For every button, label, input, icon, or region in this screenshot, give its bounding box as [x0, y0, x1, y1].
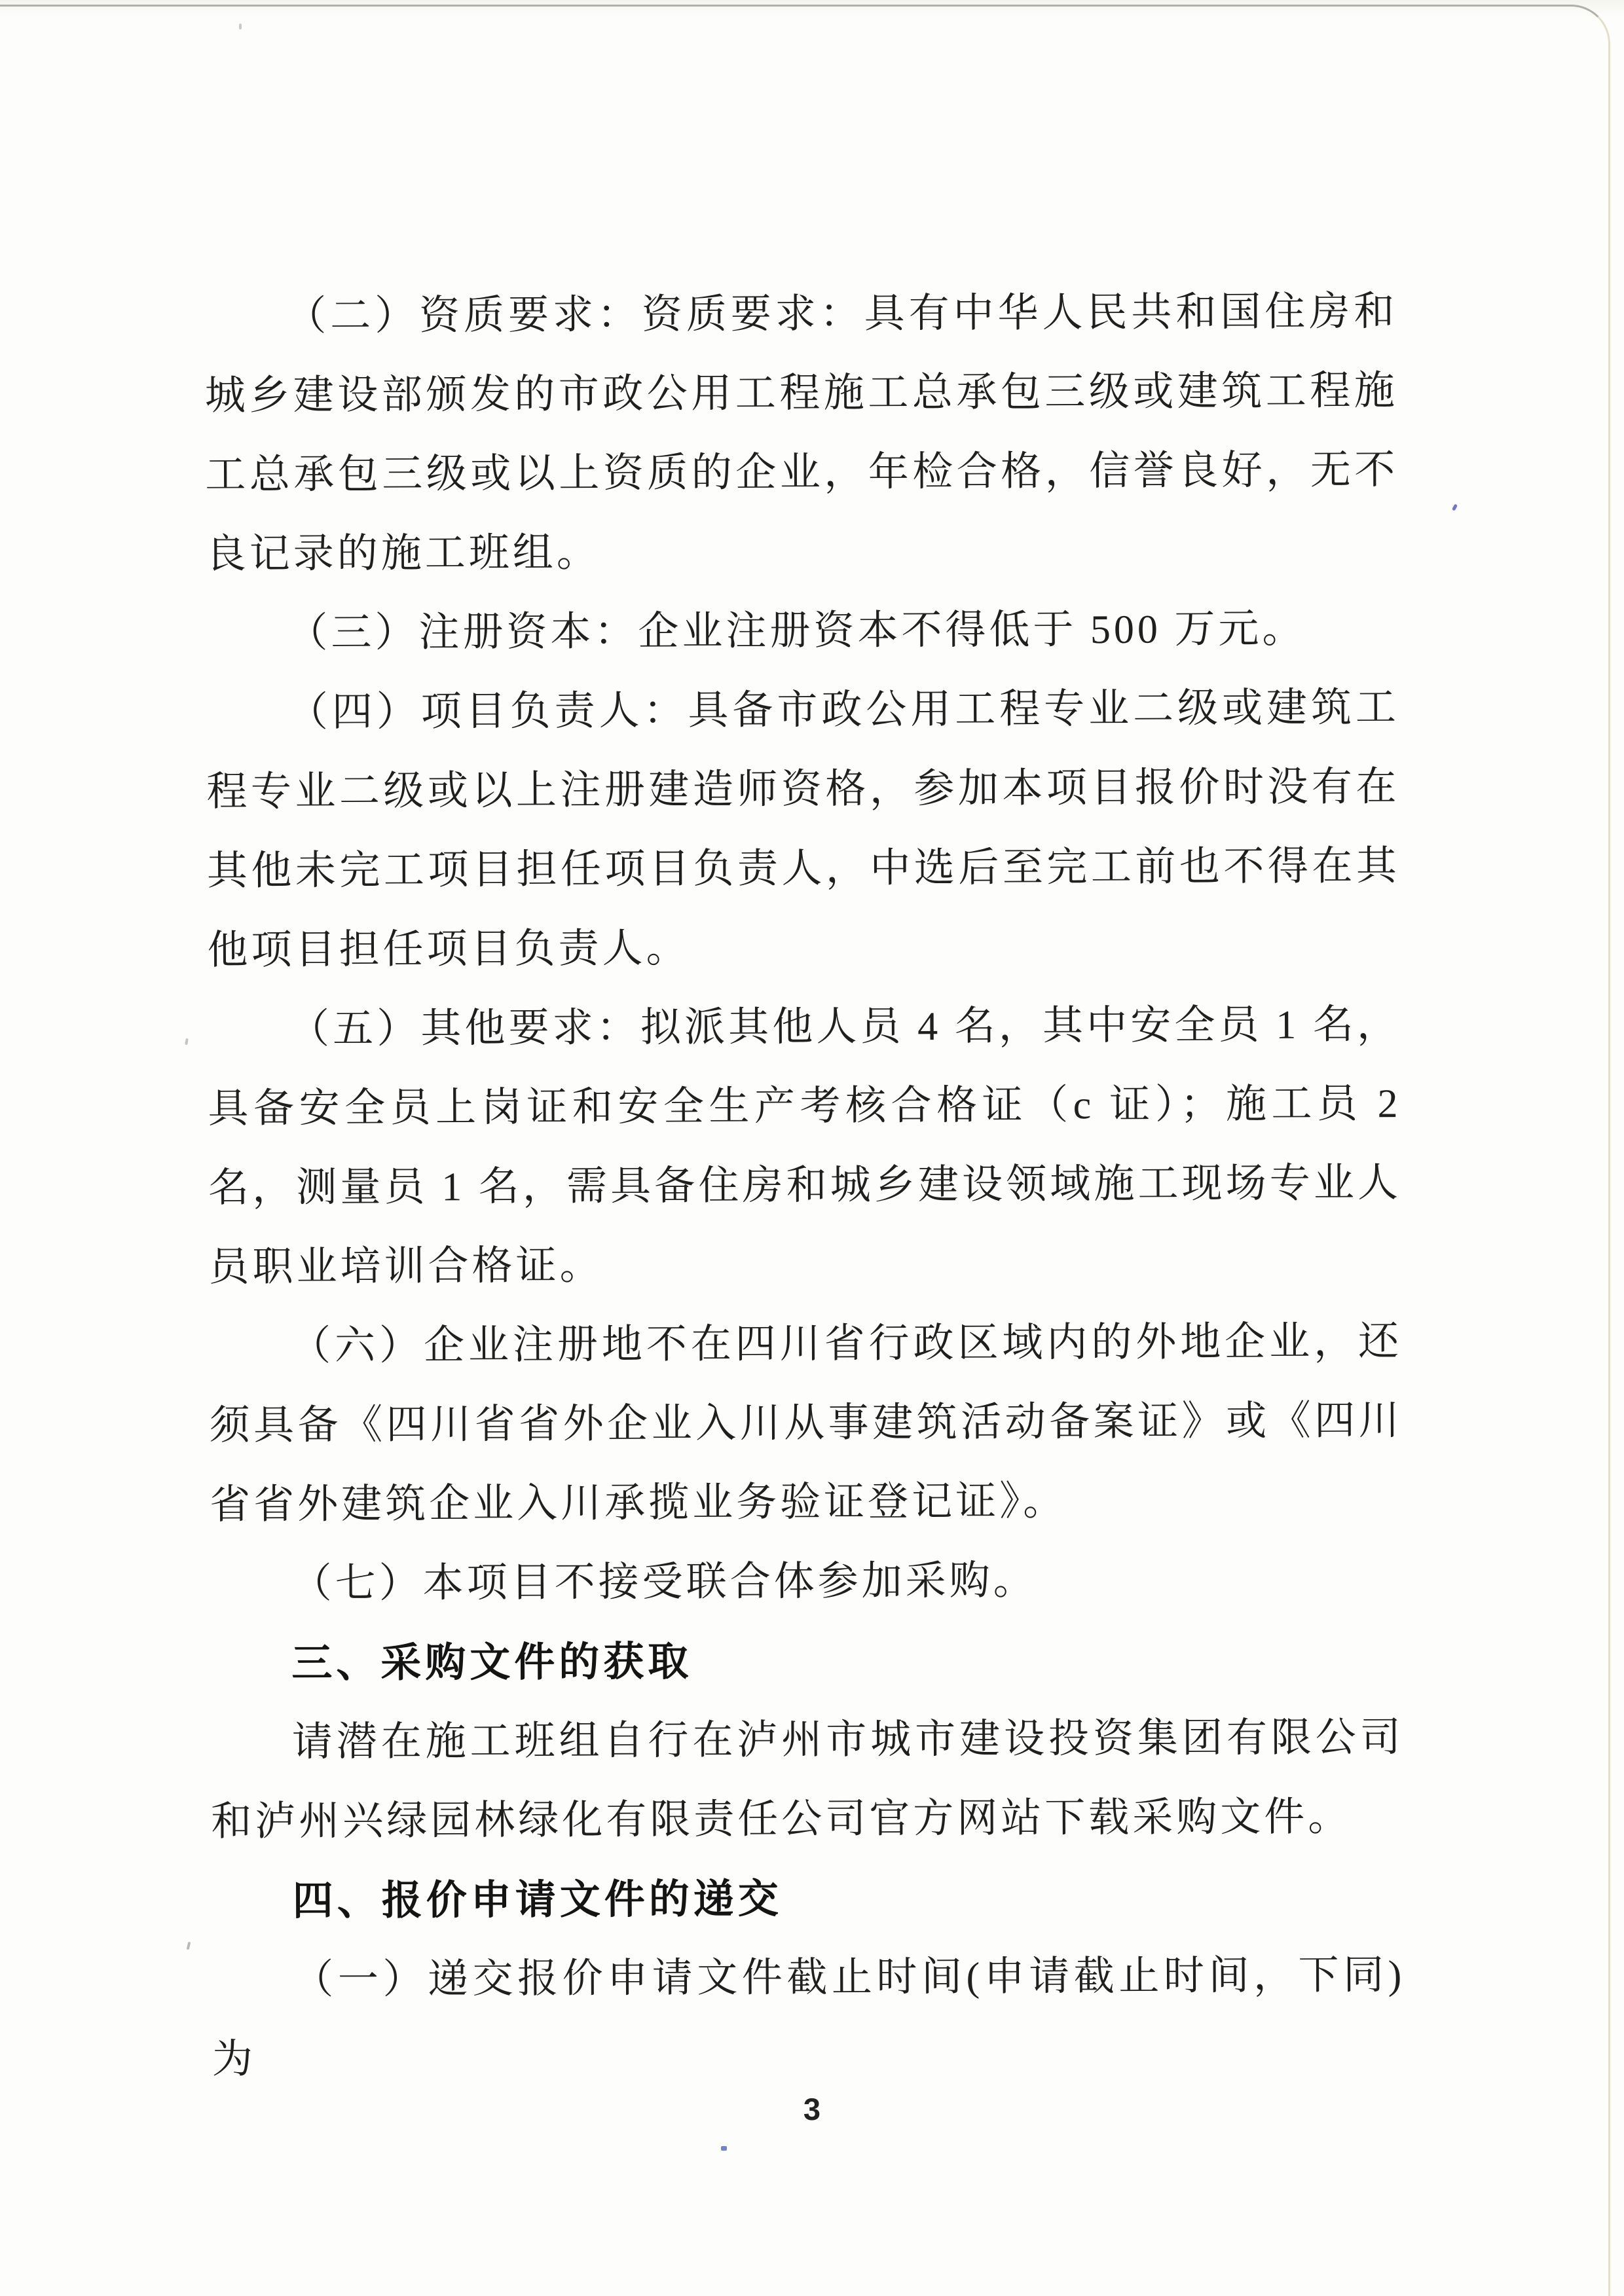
paragraph-no-consortium: （七）本项目不接受联合体参加采购。 — [291, 1558, 1037, 1607]
paragraph-qualification-requirements: （二）资质要求：资质要求：具有中华人民共和国住房和城乡建设部颁发的市政公用工程施工总承包三级或建筑工程施工总承包三级或以上资质的企业，年检合格，信誉良好，无不良记录的施工班组。 — [204, 289, 1399, 577]
paragraph-document-download: 请潜在施工班组自行在泸州市城市建设投资集团有限公司和泸州兴绿园林绿化有限责任公司官方网站下载采购文件。 — [211, 1715, 1404, 1844]
heading-section-4-quotation-submission: 四、报价申请文件的递交 — [292, 1876, 783, 1924]
scan-speck — [1452, 503, 1458, 511]
scan-speck — [239, 24, 242, 29]
heading-section-3-document-acquisition: 三、采购文件的获取 — [291, 1639, 693, 1686]
scan-speck — [187, 1942, 191, 1950]
paragraph-submission-deadline: （一）递交报价申请文件截止时间(申请截止时间，下同)为 — [212, 1953, 1405, 2082]
paragraph-registered-capital: （三）注册资本：企业注册资本不得低于 500 万元。 — [287, 606, 1306, 656]
paragraph-other-personnel-requirements: （五）其他要求：拟派其他人员 4 名，其中安全员 1 名，具备安全员上岗证和安全生产考核合格证（c 证）；施工员 2 名，测量员 1 名，需具备住房和城乡建设领域施工现场专业人员职业培训合格证。 — [208, 1002, 1402, 1290]
scan-speck — [185, 1038, 189, 1046]
paragraph-project-leader: （四）项目负责人：具备市政公用工程专业二级或建筑工程专业二级或以上注册建造师资格，参加本项目报价时没有在其他未完工项目担任项目负责人，中选后至完工前也不得在其他项目担任项目负责人。 — [206, 685, 1401, 973]
scan-speck — [721, 2146, 727, 2151]
page-number: 3 — [803, 2092, 821, 2126]
document-body — [204, 272, 1405, 2100]
paragraph-out-of-province-enterprise: （六）企业注册地不在四川省行政区域内的外地企业，还须具备《四川省省外企业入川从事建筑活动备案证》或《四川省省外建筑企业入川承揽业务验证登记证》。 — [209, 1319, 1403, 1527]
